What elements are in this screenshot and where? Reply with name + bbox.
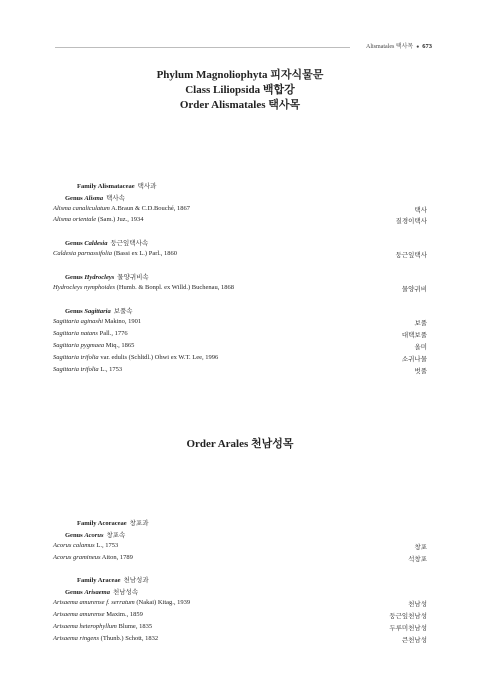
- genus-heading: [65, 272, 149, 281]
- genus-heading: [65, 238, 148, 247]
- species-authority: Aiton, 1789: [101, 554, 133, 561]
- species-authority: (Humb. & Bonpl. ex Willd.) Buchenau, 1868: [116, 284, 234, 291]
- species-authority: Blume, 1835: [118, 623, 153, 630]
- genus-korean: 둥근잎택사속: [110, 240, 149, 247]
- korean-common-name: 천남성: [408, 601, 427, 608]
- species-name: Alisma orientale: [53, 216, 97, 223]
- korean-common-name: 둥근잎택사: [395, 252, 427, 259]
- species-entry: [53, 611, 427, 618]
- genus-name: Hydrocleys: [84, 274, 115, 281]
- genus-label: Genus: [65, 589, 83, 596]
- species-authority: (Bassi ex L.) Parl., 1860: [113, 250, 178, 257]
- bullet-icon: ●: [416, 45, 420, 50]
- class-title: Class Liliopsida 백합강: [185, 84, 295, 96]
- family-korean: 창포과: [129, 520, 149, 527]
- genus-korean: 창포속: [106, 532, 126, 539]
- species-name: Sagittaria trifolia: [53, 366, 99, 373]
- genus-heading: [65, 306, 133, 315]
- species-name: Acorus gramineus: [53, 554, 101, 561]
- species-entry: [53, 542, 427, 549]
- species-name: Arisaema ringens: [53, 635, 100, 642]
- species-name: Acorus calamus: [53, 542, 95, 549]
- species-authority: (Sam.) Juz., 1934: [97, 216, 144, 223]
- species-authority: (Thunb.) Schott, 1832: [100, 635, 159, 642]
- genus-heading: [65, 193, 125, 202]
- family-name: Family Araceae: [77, 577, 121, 584]
- order-title: Order Alismatales 택사목: [179, 99, 301, 111]
- running-head: [366, 41, 432, 50]
- genus-korean: 물양귀비속: [117, 274, 149, 281]
- family-name: Family Acoraceae: [77, 520, 127, 527]
- species-entry: [53, 342, 427, 349]
- species-authority: A.Braun & C.D.Bouché, 1867: [111, 205, 191, 212]
- korean-common-name: 큰천남성: [401, 637, 427, 644]
- genus-label: Genus: [65, 308, 83, 315]
- species-authority: Maxim., 1859: [106, 611, 143, 618]
- species-name: Sagittaria natans: [53, 330, 98, 337]
- page-number: 673: [422, 43, 432, 50]
- species-entry: [53, 623, 427, 630]
- genus-name: Acorus: [84, 532, 104, 539]
- header-rule: [55, 47, 350, 48]
- family-name: Family Alismataceae: [77, 183, 135, 190]
- species-authority: (Nakai) Kitag., 1939: [136, 599, 191, 606]
- species-name: Arisaema heterophyllum: [53, 623, 117, 630]
- species-authority: var. edulis (Schltdl.) Ohwi ex W.T. Lee, 1996: [100, 354, 219, 361]
- genus-name: Alisma: [84, 195, 104, 202]
- genus-korean: 택사속: [106, 195, 125, 202]
- genus-label: Genus: [65, 195, 83, 202]
- korean-common-name: 소귀나물: [401, 356, 427, 363]
- genus-heading: [65, 587, 138, 596]
- species-entry: [53, 318, 427, 325]
- species-authority: Miq., 1865: [105, 342, 135, 349]
- korean-common-name: 석창포: [408, 556, 427, 563]
- family-heading: [77, 518, 148, 527]
- species-entry: [53, 205, 427, 212]
- korean-common-name: 물양귀비: [401, 286, 427, 293]
- genus-name: Arisaema: [84, 589, 110, 596]
- genus-heading: [65, 530, 125, 539]
- genus-label: Genus: [65, 532, 83, 539]
- korean-common-name: 대택보풀: [401, 332, 427, 339]
- species-name: Arisaema amurense f. serratum: [53, 599, 135, 606]
- species-authority: L., 1753: [100, 366, 123, 373]
- order-arales-title: Order Arales 천남성목: [186, 438, 294, 450]
- korean-common-name: 택사: [414, 207, 427, 214]
- species-entry: [53, 216, 427, 223]
- species-authority: Makino, 1901: [104, 318, 142, 325]
- korean-common-name: 올미: [414, 344, 427, 351]
- genus-name: Caldesia: [84, 240, 108, 247]
- genus-label: Genus: [65, 274, 83, 281]
- family-korean: 택사과: [137, 183, 157, 190]
- species-entry: [53, 366, 427, 373]
- species-authority: Pall., 1776: [99, 330, 128, 337]
- species-entry: [53, 599, 427, 606]
- genus-label: Genus: [65, 240, 83, 247]
- page-title: [0, 68, 480, 113]
- species-entry: [53, 250, 427, 257]
- species-entry: [53, 330, 427, 337]
- korean-common-name: 질경이택사: [395, 218, 427, 225]
- species-name: Sagittaria aginashi: [53, 318, 104, 325]
- species-authority: L., 1753: [96, 542, 119, 549]
- genus-korean: 천남성속: [112, 589, 139, 596]
- species-entry: [53, 554, 427, 561]
- korean-common-name: 창포: [414, 544, 427, 551]
- genus-name: Sagittaria: [84, 308, 111, 315]
- species-name: Sagittaria pygmaea: [53, 342, 105, 349]
- phylum-title: Phylum Magnoliophyta 피자식물문: [156, 69, 324, 81]
- species-name: Alisma canaliculatum: [53, 205, 110, 212]
- family-heading: [77, 181, 156, 190]
- species-name: Caldesia parnassifolia: [53, 250, 113, 257]
- species-entry: [53, 284, 427, 291]
- family-heading: [77, 575, 149, 584]
- genus-korean: 보풀속: [113, 308, 133, 315]
- family-korean: 천남성과: [123, 577, 149, 584]
- species-name: Hydrocleys nymphoides: [53, 284, 116, 291]
- species-name: Arisaema amurense: [53, 611, 105, 618]
- running-head-text: Alismatales 택사목: [366, 44, 414, 50]
- korean-common-name: 두루미천남성: [389, 625, 427, 632]
- korean-common-name: 벗풀: [414, 368, 427, 375]
- korean-common-name: 보풀: [414, 320, 427, 327]
- korean-common-name: 둥근잎천남성: [389, 613, 427, 620]
- species-entry: [53, 354, 427, 361]
- species-name: Sagittaria trifolia: [53, 354, 99, 361]
- species-entry: [53, 635, 427, 642]
